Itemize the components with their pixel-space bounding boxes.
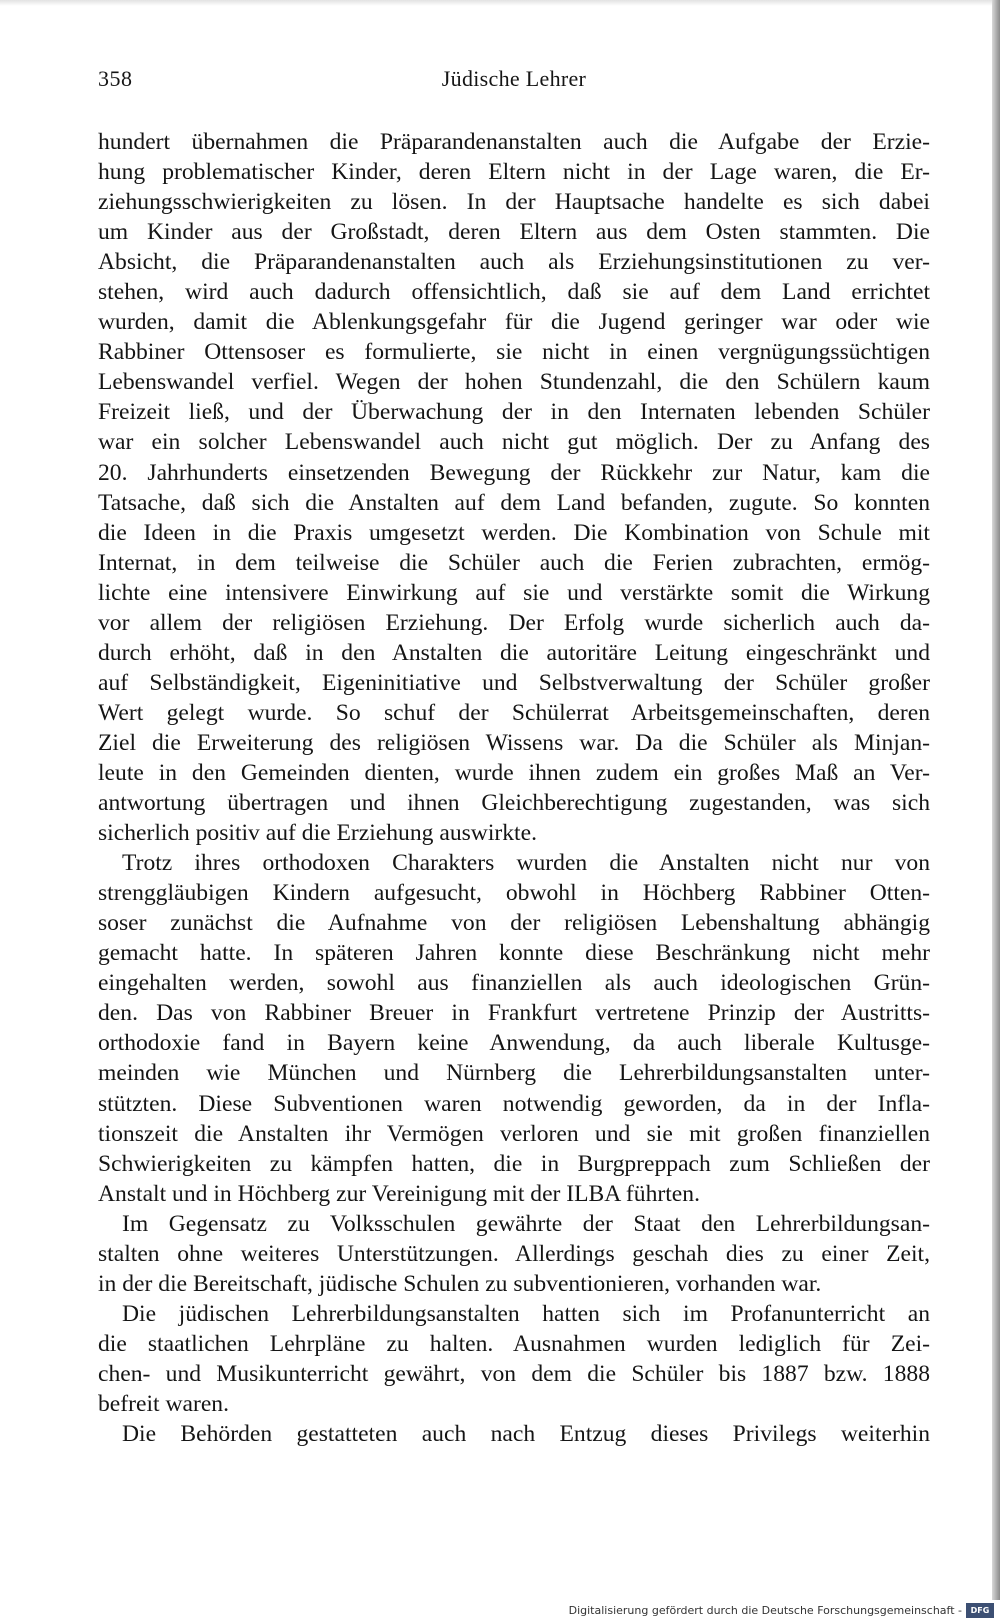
text-line: gemacht hatte. In späteren Jahren konnte diese Beschränkung nicht mehr (98, 940, 930, 967)
running-head: Jüdische Lehrer (441, 66, 587, 91)
text-line: eingehalten werden, sowohl aus finanziellen als auch ideologischen Grün- (98, 970, 930, 997)
text-line: den. Das von Rabbiner Breuer in Frankfurt vertretene Prinzip der Austritts- (98, 1000, 930, 1027)
text-line: stützten. Diese Subventionen waren notwendig geworden, da in der Infla- (98, 1090, 930, 1117)
text-line: auf Selbständigkeit, Eigeninitiative und Selbstverwaltung der Schüler großer (98, 669, 930, 696)
text-line: Internat, in dem teilweise die Schüler auch die Ferien zubrachten, ermög- (98, 549, 930, 576)
text-line: hung problematischer Kinder, deren Eltern nicht in der Lage waren, die Er- (98, 159, 930, 186)
text-line: lichte eine intensivere Einwirkung auf sie und verstärkte somit die Wirkung (98, 579, 930, 606)
funding-credit: Digitalisierung gefördert durch die Deutsche Forschungsgemeinschaft - (568, 1604, 962, 1617)
dfg-logo: DFG (966, 1603, 994, 1618)
page-header (98, 66, 930, 106)
text-line: orthodoxie fand in Bayern keine Anwendung, da auch liberale Kultusge- (98, 1030, 930, 1057)
digitization-footer (0, 1600, 1000, 1624)
text-line: durch erhöht, daß in den Anstalten die autoritäre Leitung eingeschränkt und (98, 639, 930, 666)
text-line: hundert übernahmen die Präparandenanstalten auch die Aufgabe der Erzie- (98, 129, 930, 155)
text-line: Lebenswandel verfiel. Wegen der hohen Stundenzahl, die den Schülern kaum (98, 369, 930, 396)
text-line: um Kinder aus der Großstadt, deren Eltern aus dem Osten stammten. Die (98, 219, 930, 246)
page-number: 358 (98, 66, 133, 91)
paragraph-start-line: Die jüdischen Lehrerbildungsanstalten hatten sich im Profanunterricht an (122, 1300, 930, 1327)
text-line: meinden wie München und Nürnberg die Lehrerbildungsanstalten unter- (98, 1060, 930, 1087)
text-line: die staatlichen Lehrpläne zu halten. Ausnahmen wurden lediglich für Zei- (98, 1330, 930, 1357)
text-line: tionszeit die Anstalten ihr Vermögen verloren und sie mit großen finanziellen (98, 1120, 930, 1147)
text-line: befreit waren. (98, 1390, 229, 1417)
text-line: 20. Jahrhunderts einsetzenden Bewegung der Rückkehr zur Natur, kam die (98, 459, 930, 486)
text-line: vor allem der religiösen Erziehung. Der Erfolg wurde sicherlich auch da- (98, 609, 930, 636)
paragraph-start-line: Trotz ihres orthodoxen Charakters wurden die Anstalten nicht nur von (122, 850, 930, 877)
text-line: stalten ohne weiteres Unterstützungen. Allerdings geschah dies zu einer Zeit, (98, 1240, 930, 1267)
text-line: ziehungsschwierigkeiten zu lösen. In der Hauptsache handelte es sich dabei (98, 189, 930, 216)
text-line: Ziel die Erweiterung des religiösen Wissens war. Da die Schüler als Minjan- (98, 729, 930, 756)
text-line: in der die Bereitschaft, jüdische Schulen zu subventionieren, vorhanden war. (98, 1270, 822, 1297)
text-line: stehen, wird auch dadurch offensichtlich, daß sie auf dem Land errichtet (98, 279, 930, 306)
text-line: war ein solcher Lebenswandel auch nicht gut möglich. Der zu Anfang des (98, 429, 930, 456)
text-line: Anstalt und in Höchberg zur Vereinigung mit der ILBA führten. (98, 1180, 700, 1207)
text-line: Freizeit ließ, und der Überwachung der in den Internaten lebenden Schüler (98, 399, 930, 426)
paragraph-start-line: Die Behörden gestatteten auch nach Entzug dieses Privilegs weiterhin (122, 1421, 930, 1448)
text-line: strenggläubigen Kindern aufgesucht, obwohl in Höchberg Rabbiner Otten- (98, 880, 930, 907)
text-line: Absicht, die Präparandenanstalten auch als Erziehungsinstitutionen zu ver- (98, 249, 930, 276)
text-line: leute in den Gemeinden dienten, wurde ihnen zudem ein großes Maß an Ver- (98, 759, 930, 786)
text-line: Schwierigkeiten zu kämpfen hatten, die in Burgpreppach zum Schließen der (98, 1150, 930, 1177)
page-right-edge (992, 0, 1000, 1600)
paragraph-start-line: Im Gegensatz zu Volksschulen gewährte der Staat den Lehrerbildungsan- (122, 1210, 930, 1237)
text-line: antwortung übertragen und ihnen Gleichberechtigung zugestanden, was sich (98, 790, 930, 817)
text-line: Wert gelegt wurde. So schuf der Schülerrat Arbeitsgemeinschaften, deren (98, 699, 930, 726)
text-line: sicherlich positiv auf die Erziehung auswirkte. (98, 820, 537, 847)
text-line: chen- und Musikunterricht gewährt, von dem die Schüler bis 1887 bzw. 1888 (98, 1360, 930, 1387)
text-line: Rabbiner Ottensoser es formulierte, sie nicht in einen vergnügungssüchtigen (98, 339, 930, 366)
body-text (98, 127, 930, 1449)
text-line: Tatsache, daß sich die Anstalten auf dem Land befanden, zugute. So konnten (98, 489, 930, 516)
text-line: die Ideen in die Praxis umgesetzt werden. Die Kombination von Schule mit (98, 519, 930, 546)
page-top-edge (0, 0, 1000, 6)
text-line: wurden, damit die Ablenkungsgefahr für die Jugend geringer war oder wie (98, 309, 930, 336)
text-line: soser zunächst die Aufnahme von der religiösen Lebenshaltung abhängig (98, 910, 930, 937)
